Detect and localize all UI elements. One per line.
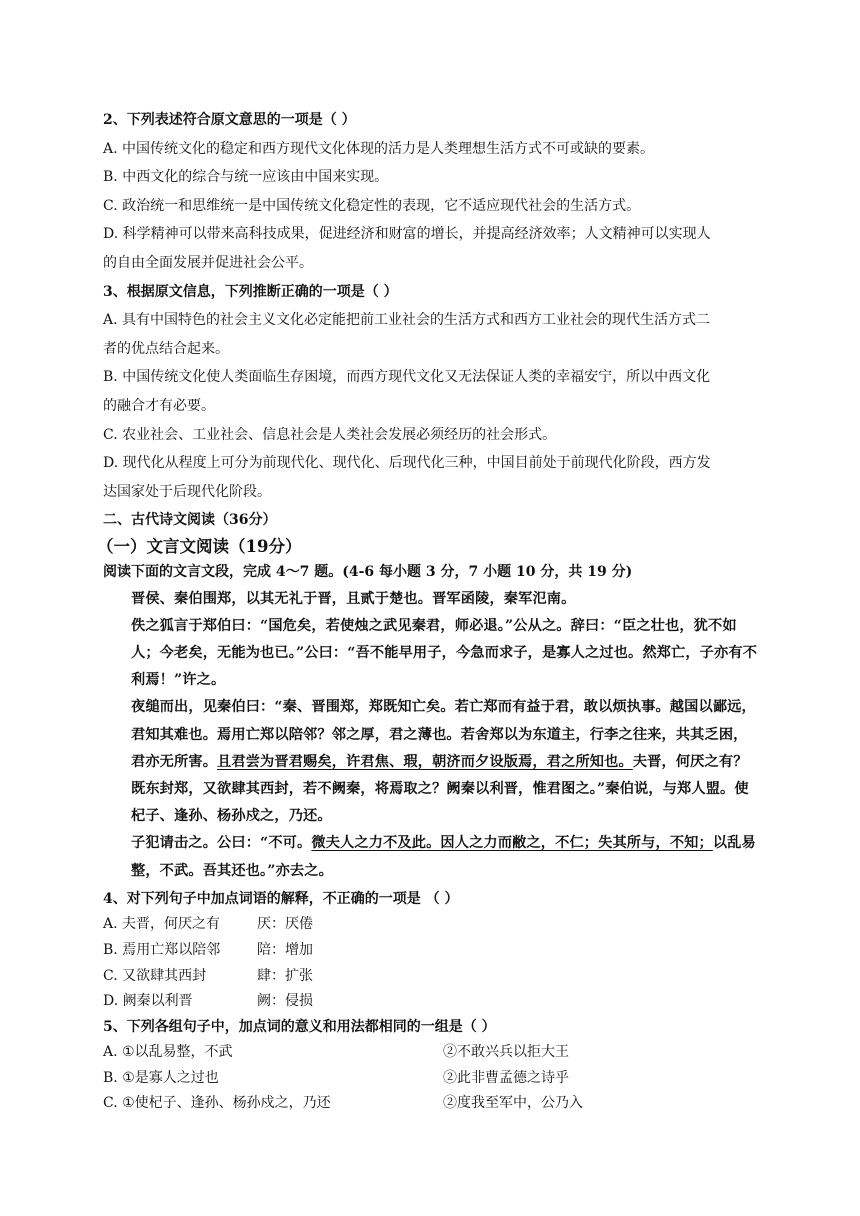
underlined-sentence-2: 微夫人之力不及此。因人之力而敝之，不仁；失其所与，不知； <box>311 835 713 852</box>
q3-option-d-line1: D. 现代化从程度上可分为前现代化、现代化、后现代化三种，中国目前处于前现代化阶段，西方发 <box>103 455 711 472</box>
passage-para-3 <box>103 694 758 830</box>
q4-explanation: 阙：侵损 <box>257 993 313 1010</box>
q5-stem: 5、下列各组句子中，加点词的意义和用法都相同的一组是（ ） <box>103 1018 496 1035</box>
q3-option-c: C. 农业社会、工业社会、信息社会是人类社会发展必须经历的社会形式。 <box>103 426 557 443</box>
passage-para-3-text-a: 夜缒而出，见秦伯曰：“秦、晋围郑，郑既知亡矣。若亡郑而有益于君，敢以烦执事。越国以鄙远，君知其难也。焉用亡郑以陪邻？邻之厚，君之薄也。若舍郑以为东道主，行李之往来，共其乏困，君亦无所害。 <box>131 699 756 770</box>
q2-option-d-line1: D. 科学精神可以带来高科技成果，促进经济和财富的增长，并提高经济效率；人文精神可以实现人 <box>103 226 711 243</box>
q4-explanation: 肆：扩张 <box>257 967 313 984</box>
q5-sentence-2: ②度我至军中，公乃入 <box>443 1095 583 1112</box>
passage-para-1: 晋侯、秦伯围郑，以其无礼于晋，且贰于楚也。晋军函陵，秦军氾南。 <box>131 590 576 607</box>
q3-option-d-line2: 达国家处于后现代化阶段。 <box>103 483 271 500</box>
reading-instruction: 阅读下面的文言文段，完成 4～7 题。(4-6 每小题 3 分，7 小题 10 分，共 19 分) <box>103 563 633 580</box>
passage-para-4-text-b: 以乱易整，不武。吾其还也。”亦去之。 <box>131 835 756 879</box>
q4-option-d <box>103 989 758 1015</box>
exam-page <box>97 108 758 1117</box>
subsection-heading: （一）文言文阅读（19分） <box>97 536 302 556</box>
q5-sentence-1: C. ①使杞子、逢孙、杨孙戍之，乃还 <box>103 1095 331 1112</box>
classical-passage <box>103 586 758 885</box>
q4-sentence: B. 焉用亡郑以陪邻 <box>103 941 221 958</box>
q2-option-c: C. 政治统一和思维统一是中国传统文化稳定性的表现，它不适应现代社会的生活方式。 <box>103 197 641 214</box>
q4-explanation: 厌：厌倦 <box>257 916 313 933</box>
q4-explanation: 陪：增加 <box>257 941 313 958</box>
passage-para-4 <box>103 830 758 884</box>
q4-sentence: A. 夫晋，何厌之有 <box>103 916 221 933</box>
q4-option-b <box>103 938 758 964</box>
q5-option-b <box>103 1066 758 1092</box>
q5-sentence-2: ②此非曹孟德之诗乎 <box>443 1069 569 1086</box>
q4-sentence: D. 阙秦以利晋 <box>103 993 193 1010</box>
q4-stem: 4、对下列句子中加点词语的解释，不正确的一项是 （ ） <box>103 890 459 907</box>
q5-sentence-2: ②不敢兴兵以拒大王 <box>443 1044 569 1061</box>
q4-option-a <box>103 912 758 938</box>
q5-option-c <box>103 1091 758 1117</box>
q3-option-a-line1: A. 具有中国特色的社会主义文化必定能把前工业社会的生活方式和西方工业社会的现代生活方式二 <box>103 312 711 329</box>
passage-para-3-text-b: 夫晋，何厌之有？既东封郑，又欲肆其西封，若不阙秦，将焉取之？阙秦以利晋，惟君图之。”秦伯说，与郑人盟。使杞子、逢孙、杨孙戍之，乃还。 <box>131 753 749 825</box>
q4-option-c <box>103 964 758 990</box>
underlined-sentence-1: 且君尝为晋君赐矣，许君焦、瑕，朝济而夕设版焉，君之所知也。 <box>217 753 633 770</box>
q3-option-b-line1: B. 中国传统文化使人类面临生存困境，而西方现代文化又无法保证人类的幸福安宁，所以中西文化 <box>103 369 711 386</box>
q3-option-b-line2: 的融合才有必要。 <box>103 397 215 414</box>
q5-sentence-1: B. ①是寡人之过也 <box>103 1069 219 1086</box>
q2-stem: 2、下列表述符合原文意思的一项是（ ） <box>103 112 356 128</box>
q5-option-a <box>103 1040 758 1066</box>
q2-option-a: A. 中国传统文化的稳定和西方现代文化体现的活力是人类理想生活方式不可或缺的要素。 <box>103 140 655 157</box>
q5-sentence-1: A. ①以乱易整，不武 <box>103 1044 233 1061</box>
passage-para-4-text-a: 子犯请击之。公曰：“不可。 <box>131 835 312 852</box>
section-heading: 二、古代诗文阅读（36分） <box>103 512 277 529</box>
q4-sentence: C. 又欲肆其西封 <box>103 967 207 984</box>
passage-para-2: 佚之狐言于郑伯曰：“国危矣，若使烛之武见秦君，师必退。”公从之。辞曰：“臣之壮也，犹不如人；今老矣，无能为也已。”公曰：“吾不能早用子，今急而求子，是寡人之过也。然郑亡，子亦有不利焉！”许之。 <box>131 617 758 689</box>
q3-option-a-line2: 者的优点结合起来。 <box>103 340 229 357</box>
q3-stem: 3、根据原文信息，下列推断正确的一项是（ ） <box>103 283 398 300</box>
q2-option-d-line2: 的自由全面发展并促进社会公平。 <box>103 254 313 271</box>
q2-option-b: B. 中西文化的综合与统一应该由中国来实现。 <box>103 169 389 186</box>
